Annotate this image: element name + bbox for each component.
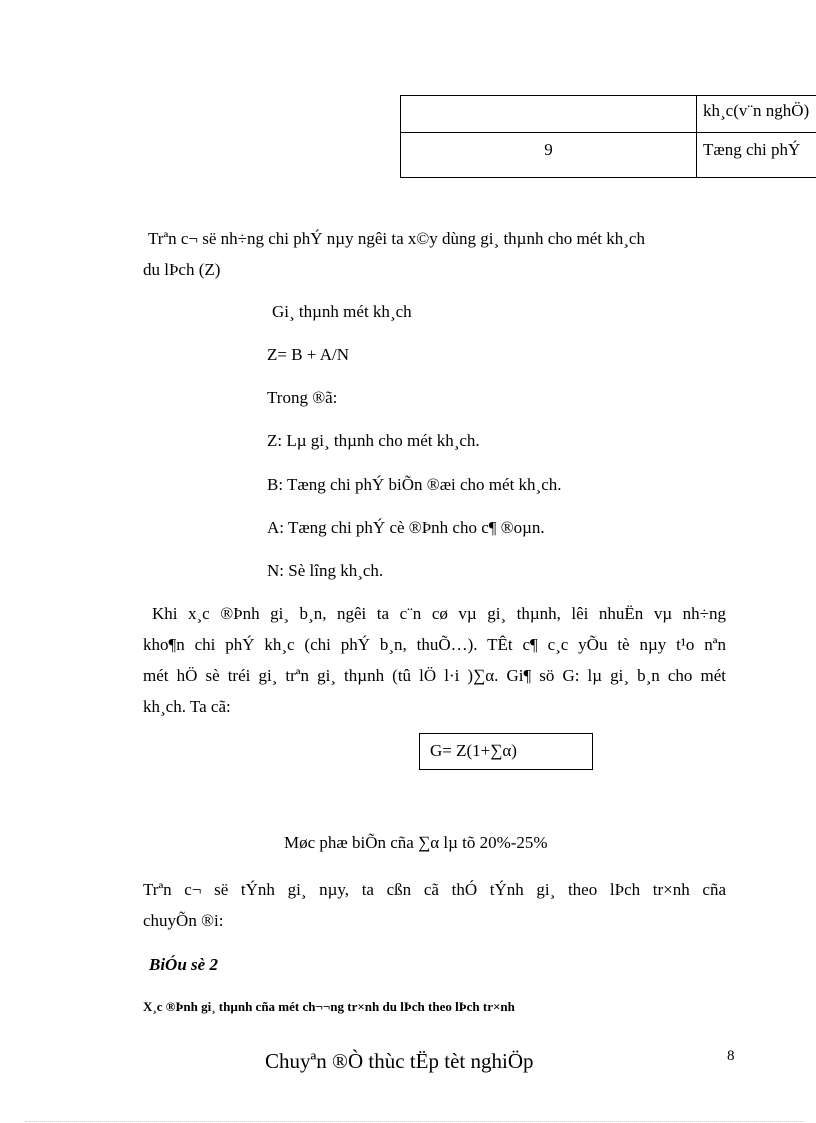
cost-table [400,95,816,178]
pricing-line-3: mét hÖ sè tréi gi¸ trªn gi¸ thµnh (tû lÖ l·i )∑α. Gi¶ sö G: lµ gi¸ b¸n cho mét [143,666,726,685]
formula-equation: Z= B + A/N [267,345,349,364]
formula-where: Trong ®ã: [267,388,338,407]
price-formula: G= Z(1+∑α) [430,741,517,760]
price-formula-box [419,733,593,770]
pricing-line-2: kho¶n chi phÝ kh¸c (chi phÝ b¸n, thuÕ…). TÊt c¶ c¸c yÕu tè nµy t¹o nªn [143,635,726,654]
pricing-line-4: kh¸ch. Ta cã: [143,697,231,716]
table-row [401,96,816,133]
definition-a: A: Tæng chi phÝ cè ®Þnh cho c¶ ®oµn. [267,518,545,537]
table-cell-item: Tæng chi phÝ [703,140,801,159]
intro-line-2: du lÞch (Z) [143,260,221,279]
definition-z: Z: Lµ gi¸ thµnh cho mét kh¸ch. [267,431,480,450]
footer-title: Chuyªn ®Ò thùc tËp tèt nghiÖp [265,1049,534,1073]
example-heading: BiÓu sè 2 [149,955,218,974]
conclusion-line-1: Trªn c¬ së tÝnh gi¸ nµy, ta cßn cã thÓ tÝnh gi¸ theo lÞch tr×nh cña [143,880,726,899]
intro-line-1: Trªn c¬ së nh÷ng chi phÝ nµy ngêi ta x©y dùng gi¸ thµnh cho mét kh¸ch [148,229,645,248]
range-note: Møc phæ biÕn cña ∑α lµ tõ 20%-25% [284,833,548,852]
page-bottom-border [25,1121,805,1122]
definition-n: N: Sè lîng kh¸ch. [267,561,384,580]
formula-heading: Gi¸ thµnh mét kh¸ch [272,302,412,321]
table-row [401,133,816,177]
conclusion-line-2: chuyÕn ®i: [143,911,224,930]
definition-b: B: Tæng chi phÝ biÕn ®æi cho mét kh¸ch. [267,475,562,494]
example-title: X¸c ®Þnh gi¸ thµnh cña mét ch¬¬ng tr×nh du lÞch theo lÞch tr×nh [143,999,515,1014]
table-cell-number: 9 [544,140,553,159]
pricing-line-1: Khi x¸c ®Þnh gi¸ b¸n, ngêi ta c¨n cø vµ gi¸ thµnh, lêi nhuËn vµ nh÷ng [152,604,726,623]
page-number: 8 [727,1048,735,1064]
table-cell-item: kh¸c(v¨n nghÖ) [703,101,810,120]
